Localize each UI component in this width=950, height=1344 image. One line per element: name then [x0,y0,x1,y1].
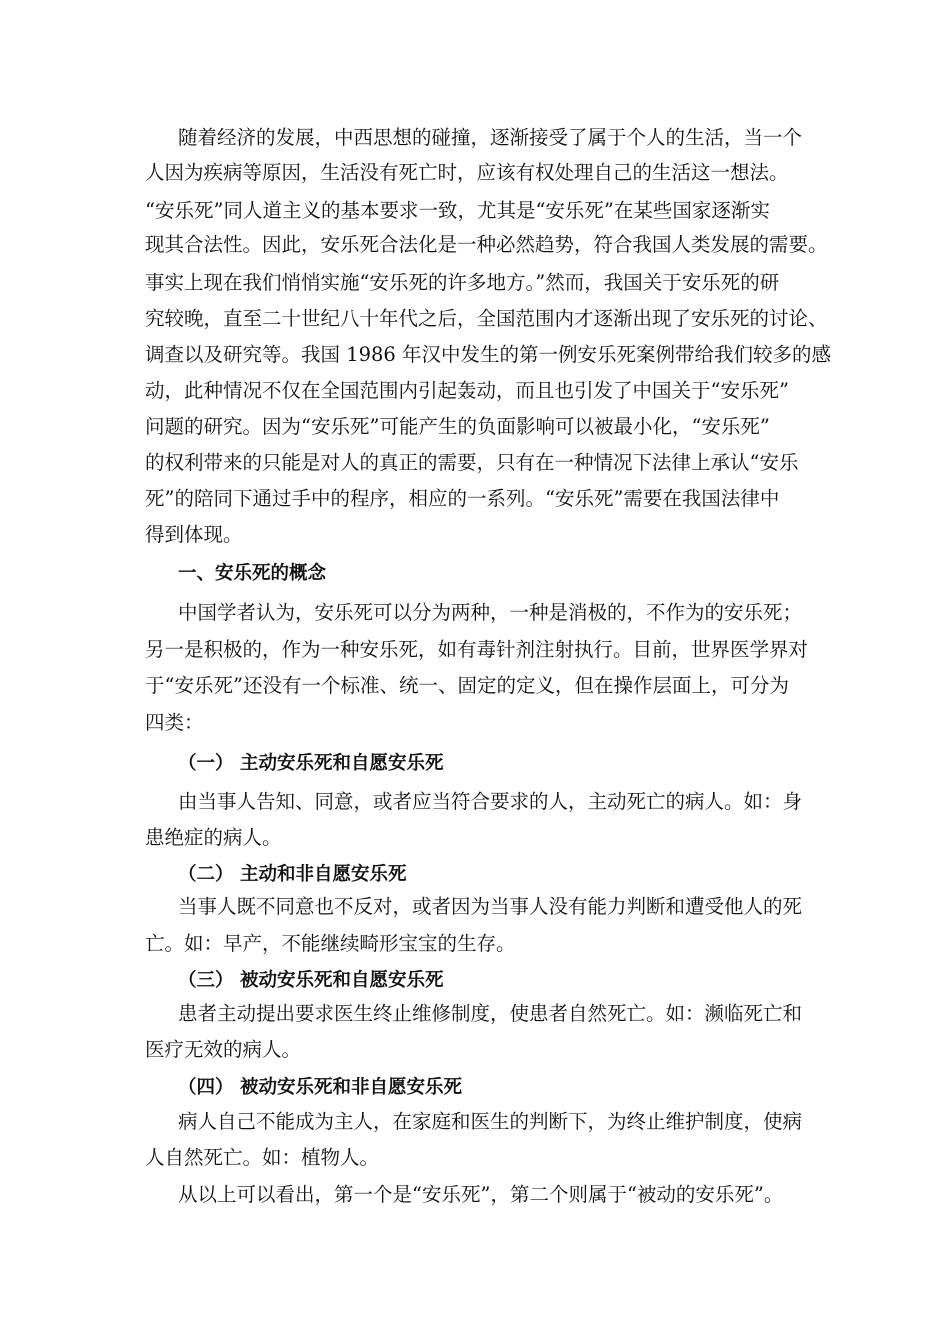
type-description-line: 亡。如：早产，不能继续畸形宝宝的生存。 [145,932,516,955]
intro-line: 问题的研究。因为“安乐死”可能产生的负面影响可以被最小化，“安乐死” [145,415,770,438]
subheading-title: 主动安乐死和自愿安乐死 [240,753,444,774]
subheading-number: （一） [178,753,234,774]
section-paragraph-line: 另一是积极的，作为一种安乐死，如有毒针剂注射执行。目前，世界医学界对 [145,638,809,661]
section-paragraph-line: 于“安乐死”还没有一个标准、统一、固定的定义，但在操作层面上，可分为 [145,674,789,697]
subheading-title: 被动安乐死和非自愿安乐死 [240,1077,463,1098]
section-heading: 一、安乐死的概念 [178,563,327,584]
section-paragraph-line: 四类： [145,711,204,734]
type-description-line: 病人自己不能成为主人，在家庭和医生的判断下，为终止维护制度，使病 [178,1110,803,1133]
intro-line: “安乐死”同人道主义的基本要求一致，尤其是“安乐死”在某些国家逐渐实 [145,199,770,222]
intro-line: 死”的陪同下通过手中的程序，相应的一系列。“安乐死”需要在我国法律中 [145,487,780,510]
subheading [178,966,444,996]
subheading-number: （三） [178,970,234,991]
subheading [178,1073,462,1103]
intro-line: 动，此种情况不仅在全国范围内引起轰动，而且也引发了中国关于“安乐死” [145,379,789,402]
subheading-title: 主动和非自愿安乐死 [240,864,407,885]
section-paragraph-line: 中国学者认为，安乐死可以分为两种，一种是消极的，不作为的安乐死； [178,601,803,624]
intro-line: 得到体现。 [145,523,243,546]
subheading-number: （二） [178,864,234,885]
type-description-line: 患者主动提出要求医生终止维修制度，使患者自然死亡。如：濒临死亡和 [178,1002,803,1025]
subheading [178,860,407,890]
type-description-line: 人自然死亡。如：植物人。 [145,1146,380,1169]
subheading [178,749,444,779]
type-description-line: 由当事人告知、同意，或者应当符合要求的人，主动死亡的病人。如：身 [178,790,803,813]
conclusion-line: 从以上可以看出，第一个是“安乐死”，第二个则属于“被动的安乐死”。 [178,1183,784,1206]
intro-line: 事实上现在我们悄悄实施“安乐死的许多地方。”然而，我国关于安乐死的研 [145,271,780,294]
type-description-line: 医疗无效的病人。 [145,1038,302,1061]
type-description-line: 当事人既不同意也不反对，或者因为当事人没有能力判断和遭受他人的死 [178,895,803,918]
subheading-number: （四） [178,1077,234,1098]
intro-line: 现其合法性。因此，安乐死合法化是一种必然趋势，符合我国人类发展的需要。 [145,233,828,256]
subheading-title: 被动安乐死和自愿安乐死 [240,970,444,991]
intro-line: 调查以及研究等。我国 1986 年汉中发生的第一例安乐死案例带给我们较多的感 [145,343,832,366]
intro-line: 的权利带来的只能是对人的真正的需要，只有在一种情况下法律上承认“安乐 [145,451,799,474]
type-description-line: 患绝症的病人。 [145,826,282,849]
intro-line: 随着经济的发展，中西思想的碰撞，逐渐接受了属于个人的生活，当一个 [178,126,803,149]
intro-line: 究较晚，直至二十世纪八十年代之后，全国范围内才逐渐出现了安乐死的讨论、 [145,307,828,330]
intro-line: 人因为疾病等原因，生活没有死亡时，应该有权处理自己的生活这一想法。 [145,161,789,184]
